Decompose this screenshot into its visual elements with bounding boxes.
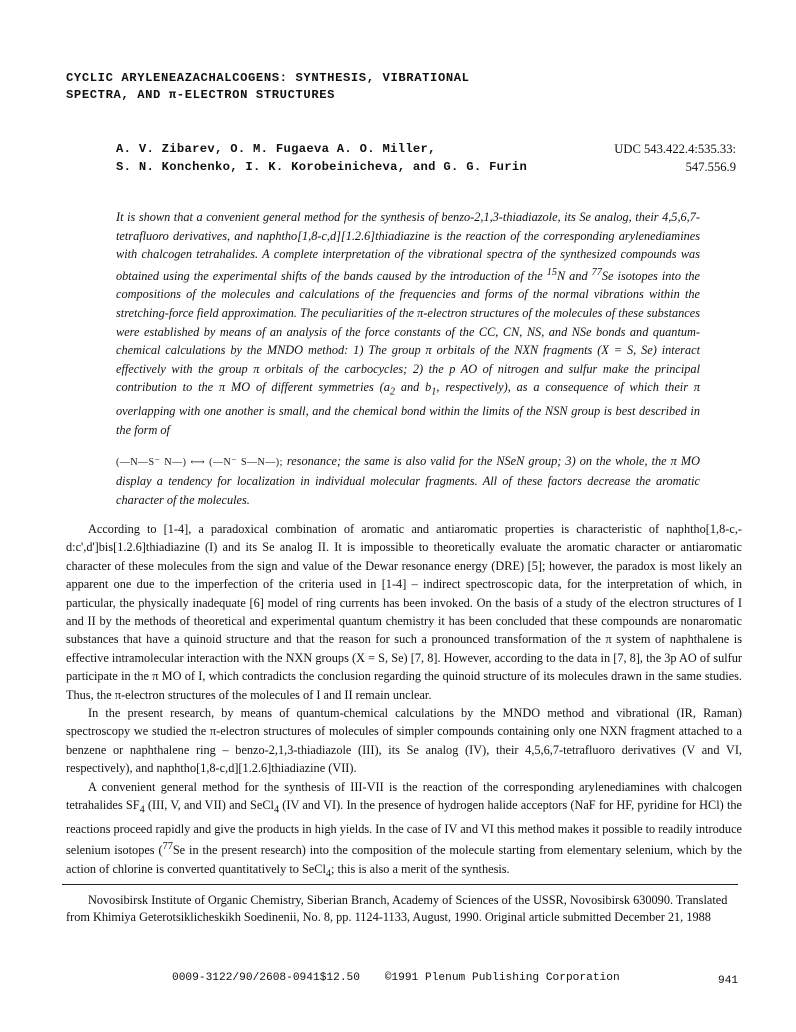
udc-code <box>536 140 736 176</box>
udc-line-2: 547.556.9 <box>685 160 736 174</box>
paragraph-1: According to [1-4], a paradoxical combination of aromatic and antiaromatic properties is characteristic of naphtho[1,8-c,-d:c',d']bis[1.2.6]thiadiazine (I) and its Se analog II. It is impossible to theoretically evaluate the aromatic character or antiaromatic character of these molecules from the sign and value of the Dewar resonance energy (DRE) [5]; however, the paradox is most likely an apparent one due to the imperfection of the criteria used in [1-4] – indirect spectroscopic data, for the interpretation of which, in particular, the physically inadequate [6] model of ring currents has been invoked. On the basis of a study of the electron structures of I and II by the methods of theoretical and experimental quantum chemistry it has been concluded that these compounds are nonaromatic substances that have a quinoid structure and that the reason for such a pronounced transformation of the π system of naphthalene is effective intramolecular interaction with the NXN groups (X = S, Se) [7, 8]. However, according to the data in [7, 8], the 3p AO of sulfur participate in the π MO of I, which contradicts the conclusion regarding the quinoid structure of its molecules drawn in the same studies. Thus, the π-electron structures of the molecules of I and II remain unclear. <box>66 522 742 702</box>
footnote-divider <box>62 884 738 885</box>
paper-title <box>66 70 666 104</box>
authors-line-1: A. V. Zibarev, O. M. Fugaeva A. O. Miller, <box>116 142 436 156</box>
body-text <box>66 520 742 884</box>
abstract-text-continued: (—N—S⁻ N—) ⟷ (—N⁻ S—N—); resonance; the same is also valid for the NSeN group; 3) on the whole, the π MO display a tendency for localization in individual molecular fragments. All of these factors decrease the aromatic character of the molecules. <box>116 453 700 507</box>
copyright-notice: ©1991 Plenum Publishing Corporation <box>384 972 620 984</box>
publication-footer <box>172 972 620 984</box>
journal-code: 0009-3122/90/2608-0941$12.50 <box>172 972 360 984</box>
abstract <box>116 208 700 509</box>
paragraph-2: In the present research, by means of quantum-chemical calculations by the MNDO method and vibrational (IR, Raman) spectroscopy we studied the π-electron structures of molecules of simpler compounds containing only one NXN fragment attached to a benzene or naphthalene ring – benzo-2,1,3-thiadiazole (III), its Se analog (IV), their 4,5,6,7-tetrafluoro derivatives (V and VI, respectively), and naphtho[1,8-c,d][1.2.6]thiadiazine (VII). <box>66 706 742 776</box>
abstract-text: It is shown that a convenient general method for the synthesis of benzo-2,1,3-thiadiazole, its Se analog, their 4,5,6,7-tetrafluoro derivatives, and naphtho[1,8-c,d][1.2.6]thiadiazine is the reaction of the corresponding arylenediamines with chalcogen tetrahalides. A complete interpretation of the vibrational spectra of the synthesized compounds was obtained using the experimental shifts of the bands caused by the introduction of the $^{15}$N and $^{77}$Se isotopes into the compositions of the molecules and calculations of the frequencies and forms of the normal vibrations within the stretching-force field approximation. The peculiarities of the π-electron structures of the molecules of these substances were established by means of an analysis of the force constants of the CC, CN, NS, and NSe bonds and quantum-chemical calculations by the MNDO method: 1) The group π orbitals of the NXN fragments (X = S, Se) interact effectively with the group π orbitals of the carbocycles; 2) the p AO of nitrogen and sulfur make the principal contribution to the π MO of different symmetries ($a_2$ and $b_1$, respectively), as a consequence of which their π overlapping with one another is small, and the chemical bond within the limits of the NSN group is best described in the form of <box>116 210 701 438</box>
authors-line-2: S. N. Konchenko, I. K. Korobeinicheva, and G. G. Furin <box>116 160 528 174</box>
page-number: 941 <box>718 975 739 987</box>
affiliation-footnote: Novosibirsk Institute of Organic Chemistry, Siberian Branch, Academy of Sciences of the USSR, Novosibirsk 630090. Translated from Khimiya Geterotsiklicheskikh Soedinenii, No. 8, pp. 1124-1133, August, 1990. Original article submitted December 21, 1988 <box>66 893 728 924</box>
title-line-1: CYCLIC ARYLENEAZACHALCOGENS: SYNTHESIS, VIBRATIONAL <box>66 71 470 85</box>
resonance-formula: (—N—S⁻ N—) ⟷ (—N⁻ S—N—); <box>116 456 283 468</box>
udc-line-1: UDC 543.422.4:535.33: <box>614 142 736 156</box>
title-line-2: SPECTRA, AND π-ELECTRON STRUCTURES <box>66 88 336 102</box>
paragraph-3: A convenient general method for the synthesis of III-VII is the reaction of the corresponding arylenediamines with chalcogen tetrahalides $SF_4$ (III, V, and VII) and SeCl$_4$ (IV and VI). In the presence of hydrogen halide acceptors (NaF for HF, pyridine for HCl) the reactions proceed rapidly and give the products in high yields. In the case of IV and VI this method makes it possible to readily introduce selenium isotopes ($^{77}$Se in the present research) into the composition of the molecule starting from elementary selenium, which by the action of chlorine is converted quantitatively to SeCl$_4$; this is also a merit of the synthesis. <box>66 779 742 880</box>
